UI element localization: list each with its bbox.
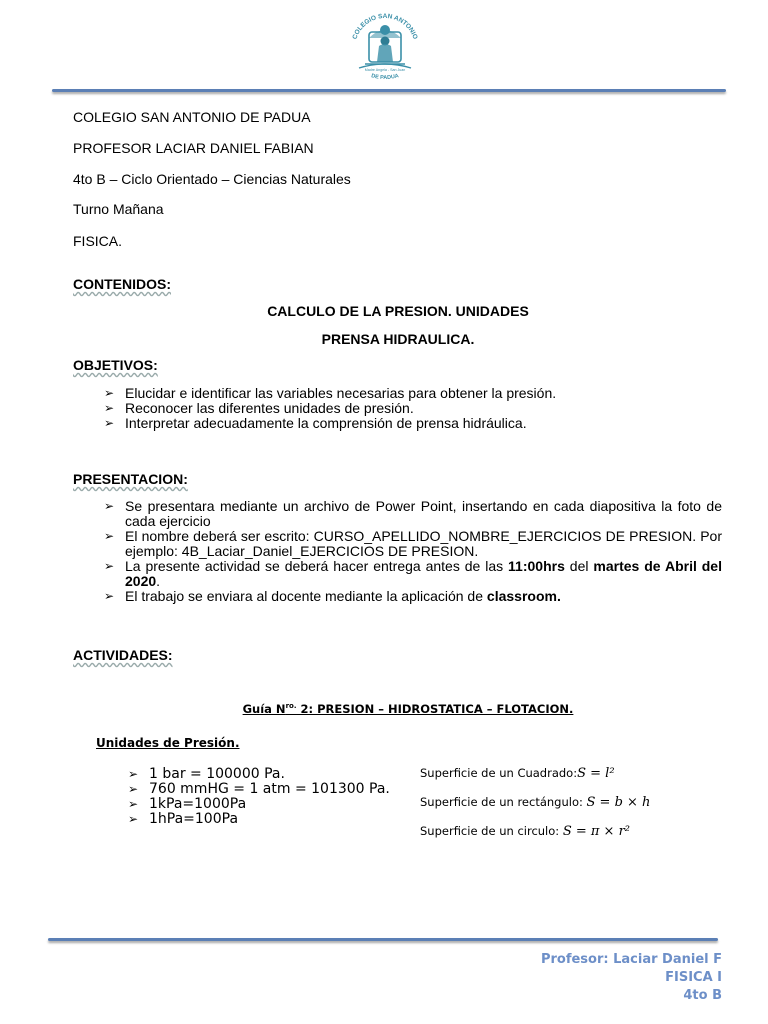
objetivos-heading: OBJETIVOS: [73,357,158,373]
deadline-text: La presente actividad se deberá hacer entrega antes de las [125,558,509,574]
contenidos-line-2: PRENSA HIDRAULICA. [321,331,475,347]
formula-math: S = b × h [586,795,651,810]
objetivos-list [96,386,722,431]
list-item: ➢ 760 mmHG = 1 atm = 101300 Pa. [120,782,390,797]
list-item [96,589,722,604]
footer-teacher: Profesor: Laciar Daniel F [540,952,722,967]
submission-text: El trabajo se enviara al docente mediante la aplicación de [125,588,487,604]
presentacion-heading: PRESENTACION: [73,471,188,487]
presentacion-list [96,499,722,604]
contenidos-heading: CONTENIDOS: [73,276,171,292]
list-item: ➢ Se presentara mediante un archivo de Power Point, insertando en cada diapositiva la foto de cada ejercicio [96,499,722,529]
formula-label: Superficie de un circulo: [420,824,563,838]
school-logo [345,8,425,84]
footer-rule [48,938,718,941]
guia-sup: ro. [285,702,297,711]
list-item: ➢ Interpretar adecuadamente la comprensión de prensa hidráulica. [96,416,722,431]
formula-rectangulo [420,795,650,810]
list-item: ➢ Elucidar e identificar las variables necesarias para obtener la presión. [96,386,722,401]
list-item: ➢ 1kPa=1000Pa [120,797,390,812]
deadline-text: . [156,573,161,589]
shift-info: Turno Mañana [73,201,164,217]
deadline-time: 11:00hrs [508,558,565,574]
course-info: 4to B – Ciclo Orientado – Ciencias Naturales [73,171,351,187]
deadline-date: martes de Abril del 2020 [125,558,722,589]
guia-title [0,702,768,716]
footer-course: 4to B [683,988,722,1003]
deadline-text: del [564,558,594,574]
school-name: COLEGIO SAN ANTONIO DE PADUA [73,109,311,125]
logo-text-top: COLEGIO SAN ANTONIO [351,13,419,41]
formula-label: Superficie de un Cuadrado: [420,766,578,780]
guia-title-text: 2: PRESION – HIDROSTATICA – FLOTACION. [296,702,574,716]
list-item [96,559,722,589]
actividades-heading: ACTIVIDADES: [73,647,173,663]
list-item: ➢ El nombre deberá ser escrito: CURSO_APELLIDO_NOMBRE_EJERCICIOS DE PRESION. Por ejemplo: 4B_Laciar_Daniel_EJERCICIOS DE PRESION. [96,529,722,559]
svg-text:DE PADUA [371,73,400,81]
submission-app: classroom. [486,588,561,604]
formula-math: S = π × r² [562,824,631,839]
unidades-list [120,767,390,827]
contenidos-line-1: CALCULO DE LA PRESION. UNIDADES [267,303,529,319]
footer-subject: FISICA I [665,970,722,985]
formula-label: Superficie de un rectángulo: [420,795,587,809]
unidades-title: Unidades de Presión. [96,736,240,750]
logo-motto: Madre Angela - San Juan [364,68,406,72]
header-rule [52,89,726,92]
formula-circulo [420,824,630,839]
subject-name: FISICA. [73,233,123,249]
list-item: ➢ Reconocer las diferentes unidades de presión. [96,401,722,416]
list-item: ➢ 1 bar = 100000 Pa. [120,767,390,782]
formula-math: S = l² [577,766,615,781]
teacher-name: PROFESOR LACIAR DANIEL FABIAN [73,140,314,156]
logo-text-bottom: DE PADUA [370,73,400,82]
list-item: ➢ 1hPa=100Pa [120,812,390,827]
formula-cuadrado [420,766,615,781]
guia-prefix: Guía N [242,702,286,716]
